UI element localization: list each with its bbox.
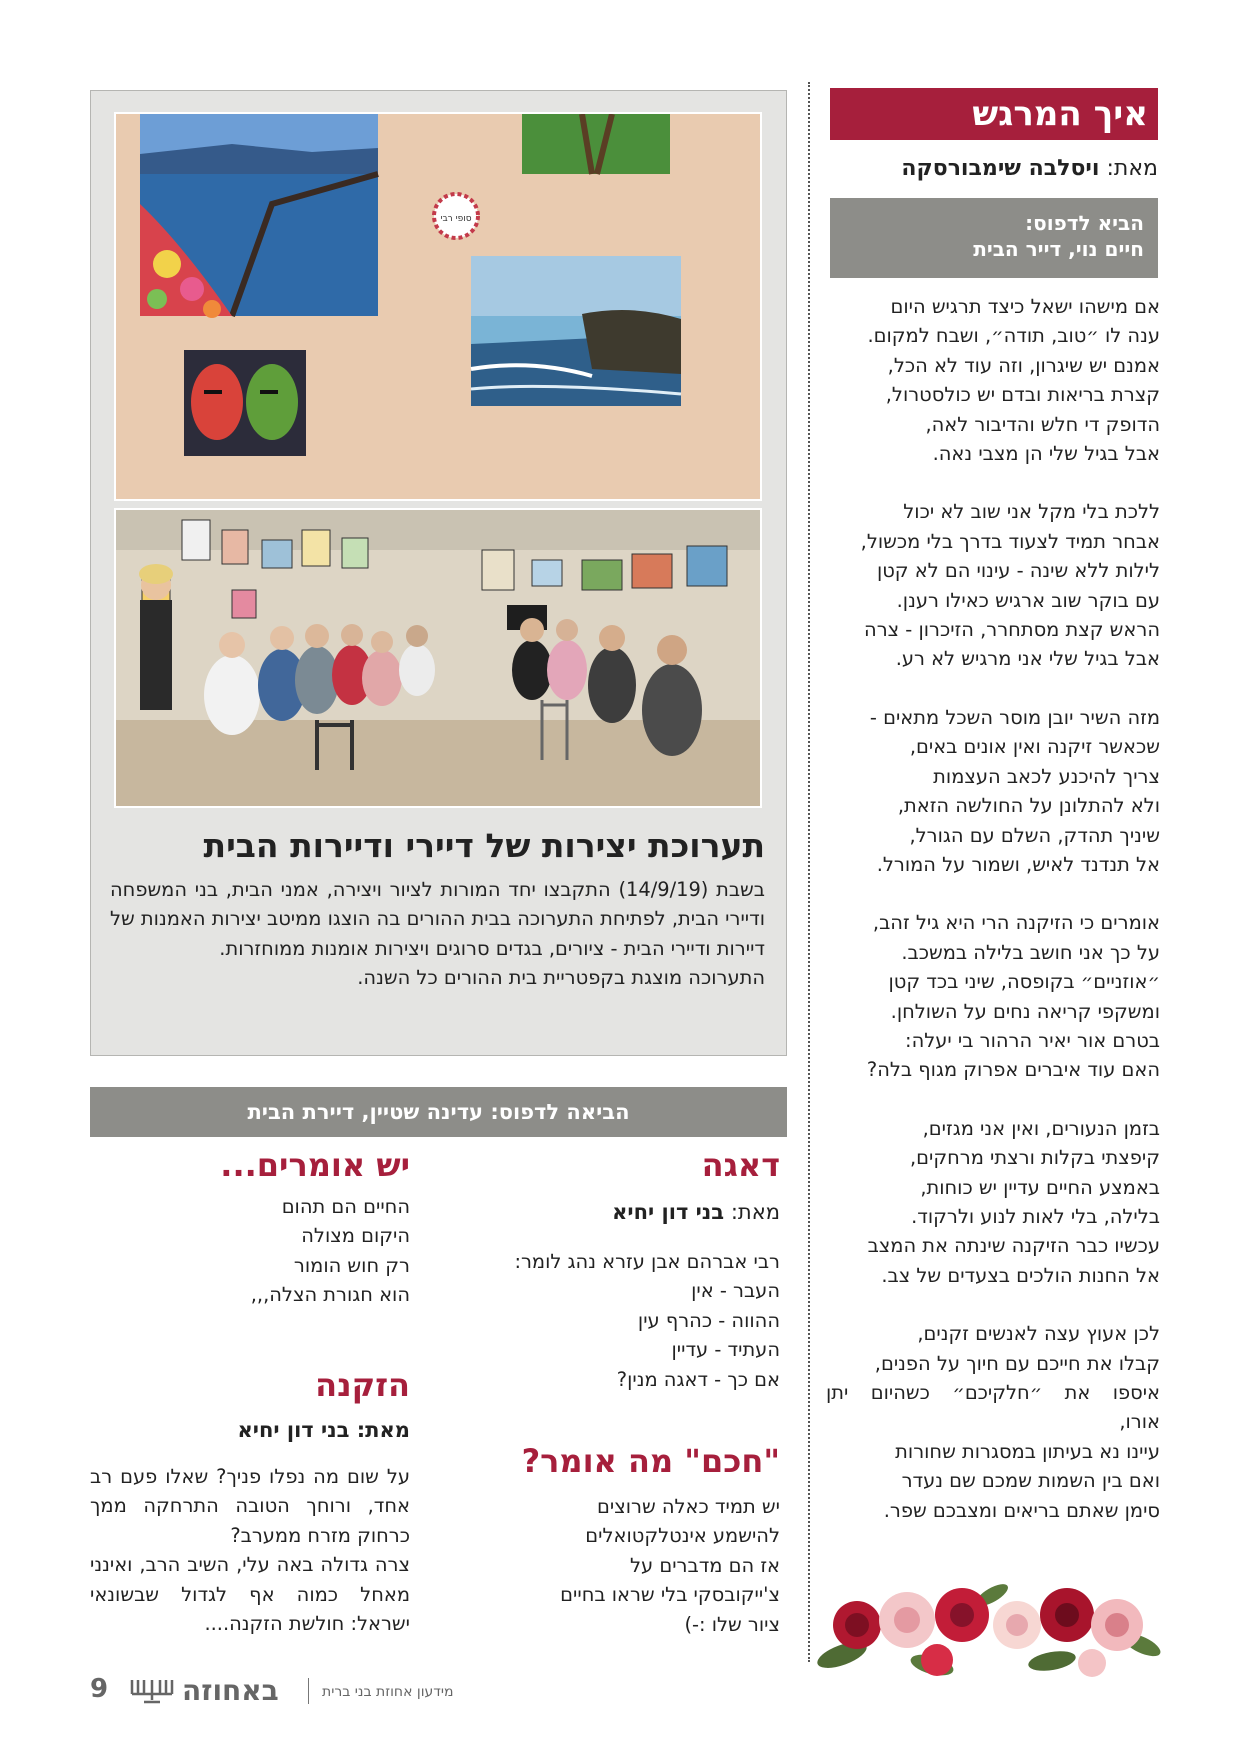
painting-tree-corner <box>522 114 670 174</box>
chacham-line: אז הם מדברים על <box>630 1553 780 1577</box>
painting-faces <box>184 350 306 456</box>
poem-line: הדופק די חלש והדיבור לאה, <box>925 412 1160 436</box>
daga-line: העתיד - עדיין <box>671 1338 780 1362</box>
daga-line: העבר - אין <box>691 1279 780 1303</box>
poem-credit-box <box>830 198 1158 278</box>
poem-line: ומשקפי קריאה נחים על השולחן. <box>890 999 1160 1023</box>
poem-line: ללכת בלי מקל אני שוב לא יכול <box>903 500 1160 524</box>
daga-text <box>440 1247 780 1394</box>
zikna-title: הזקנה <box>315 1366 410 1404</box>
poem-stanza-6 <box>826 1319 1160 1525</box>
poem-line: קיפצתי בקלות ורצתי מרחקים, <box>909 1146 1160 1170</box>
poem-line: שכאשר זיקנה ואין אונים באים, <box>909 735 1160 759</box>
poem-line: בלילה, בלי לאות לנוע ולרקוד. <box>911 1204 1160 1228</box>
chacham-line: צ'ייקובסקי בלי שראו בחיים <box>560 1583 780 1607</box>
poem-byline-prefix: מאת: <box>1106 156 1158 181</box>
omrim-text <box>90 1192 410 1310</box>
daga-line: אם כך - דאגה מנין? <box>616 1367 780 1391</box>
poem-line: האם עוד איברים אפרוק מגוף בלה? <box>866 1058 1160 1082</box>
roses-decoration-image <box>812 1565 1162 1685</box>
zikna-paragraph-2: צרה גדולה באה עלי, השיב הרב, ואינני מאחל כמוה אף לגדול שבשונאי ישראל: חולשת הזקנה.... <box>90 1553 410 1636</box>
omrim-line: רק חוש הומור <box>293 1253 410 1277</box>
lower-credit-bar: הביאה לדפוס: עדינה שטיין, דיירת הבית <box>90 1087 787 1137</box>
poem-line: קבלו את חייכם עם חיוך על הפנים, <box>874 1351 1160 1375</box>
poem-stanza-5 <box>826 1114 1160 1290</box>
poem-line: עיינו נא בעיתון במסגרות שחורות <box>895 1439 1160 1463</box>
daga-line: ההווה - כהרף עין <box>637 1308 780 1332</box>
zikna-paragraph: על שום מה נפלו פניך? שאלו פעם רב אחד, ורוחך הטובה התרחקה ממך כרחוק מזרח ממערב? <box>90 1465 410 1547</box>
poem-byline <box>830 156 1158 181</box>
poem-line: עם בוקר שוב ארגיש כאילו רענן. <box>896 588 1160 612</box>
chacham-line: להישמע אינטלקטואלים <box>585 1524 780 1548</box>
chacham-line: יש תמיד כאלה שרוצים <box>597 1495 780 1518</box>
poem-stanza-3 <box>826 703 1160 879</box>
poem-line: עכשיו כבר הזיקנה שינתה את המצב <box>867 1234 1160 1258</box>
omrim-title: יש אומרים... <box>220 1146 410 1184</box>
footer-brand: באחוזה <box>182 1674 279 1707</box>
paintings-wall-image <box>114 114 760 501</box>
poem-credit-name: חיים נוי, דייר הבית <box>973 237 1144 261</box>
poem-line: ולא להתלונן על החולשה הזאת, <box>897 794 1160 818</box>
poem-line: שיניך תהדק, השלם עם הגורל, <box>909 823 1160 847</box>
daga-author: בני דון יחיא <box>612 1200 725 1224</box>
poem-line: איספו את ״חלקיכם״ כשהיום יתן <box>826 1381 1160 1404</box>
poem-credit-label: הביא לדפוס: <box>1025 211 1144 235</box>
poem-line: אורו, <box>1119 1410 1160 1434</box>
poem-line: לכן אעוץ עצה לאנשים זקנים, <box>917 1322 1160 1346</box>
plate-text: סופי רבי <box>440 214 472 224</box>
poem-line: סימן שאתם בריאים ומצבכם שפר. <box>883 1498 1160 1522</box>
poem-line: ואם בין השמות שמכם שם נעדר <box>901 1469 1160 1493</box>
poem-line: אמנם יש שיגרון, וזה עוד לא הכל, <box>887 353 1160 377</box>
poem-line: ״אוזניים״ בקופסה, שיני בכד קטן <box>888 970 1160 994</box>
menorah-icon <box>128 1678 176 1704</box>
standing-woman <box>139 564 173 710</box>
poem-line: אם מישהו ישאל כיצד תרגיש היום <box>890 295 1160 318</box>
poem-line: בטרם אור יאיר הרהור בי יעלה: <box>905 1028 1160 1052</box>
poem-body <box>826 292 1160 1554</box>
poem-line: בזמן הנעורים, ואין אני מגזים, <box>922 1116 1160 1140</box>
daga-title: דאגה <box>701 1146 780 1184</box>
poem-author: ויסלבה שימבורסקה <box>901 156 1100 181</box>
poem-line: ענה לו ״טוב, תודה״, ושבח למקום. <box>867 324 1160 348</box>
poem-line: אבל בגיל שלי אני מרגיש לא רע. <box>895 647 1160 671</box>
poem-line: אל החנות הולכים בצעדים של צב. <box>881 1263 1160 1287</box>
exhibition-event-photo <box>114 508 762 808</box>
omrim-line: היקום מצולה <box>301 1224 410 1248</box>
omrim-line: החיים הם תהום <box>281 1195 410 1218</box>
exhibition-body <box>110 875 765 993</box>
poem-line: אומרים כי הזיקנה הרי היא גיל זהב, <box>872 911 1160 935</box>
omrim-line: הוא חגורת הצלה,,, <box>250 1283 410 1307</box>
painting-seascape <box>471 256 681 406</box>
daga-byline-prefix: מאת: <box>730 1200 780 1224</box>
exhibition-paragraph: בשבת (14/9/19) התקבצו יחד המורות לציור ויצירה, אמני הבית, בני המשפחה ודיירי הבית, לפתיחת התערוכה בבית ההורים בה הוצגו ממיטב יצירות האמנות של דיירות ודיירי הבית - ציורים, בגדים סרוגים ויצירות אומנות ממוחזרות. <box>110 878 765 960</box>
poem-line: אל תנדנד לאיש, ושמור על המורל. <box>876 852 1160 876</box>
poem-line: הראש קצת מסתחרר, הזיכרון - צרה <box>864 618 1160 642</box>
daga-byline <box>500 1200 780 1224</box>
footer-subtitle: מידעון אחוזת בני ברית <box>322 1684 454 1700</box>
exhibition-paragraph-2: התערוכה מוצגת בקפטריית בית ההורים כל השנה. <box>357 966 765 990</box>
chacham-line: ציור שלו :-) <box>684 1612 780 1636</box>
poem-line: אבחר תמיד לצעוד בדרך בלי מכשול, <box>860 529 1160 553</box>
poem-line: קצרת בריאות ובדם יש כולסטרול, <box>885 383 1160 407</box>
poem-line: באמצע החיים עדיין יש כוחות, <box>920 1175 1160 1199</box>
column-divider <box>808 82 810 1662</box>
painting-balcony-sea <box>140 114 378 318</box>
poem-line: אבל בגיל שלי הן מצבי נאה. <box>932 442 1160 466</box>
poem-stanza-2 <box>826 497 1160 673</box>
chacham-text <box>440 1492 780 1639</box>
poem-stanza-1 <box>826 292 1160 468</box>
footer-separator <box>308 1678 309 1704</box>
poem-title: איך המרגש <box>830 88 1158 140</box>
chacham-title: "חכם" מה אומר? <box>521 1442 780 1480</box>
paintings-photo <box>114 112 762 501</box>
residents-gathering-image <box>114 510 760 808</box>
page-number: 9 <box>90 1674 109 1704</box>
zikna-byline: מאת: בני דון יחיא <box>237 1418 410 1442</box>
page-footer <box>90 1674 490 1708</box>
poem-line: לילות ללא שינה - עינוי הם לא קטן <box>876 559 1160 583</box>
poem-stanza-4 <box>826 908 1160 1084</box>
exhibition-title: תערוכת יצירות של דיירי ודיירות הבית <box>203 826 765 865</box>
zikna-text <box>90 1462 410 1638</box>
daga-line: רבי אברהם אבן עזרא נהג לומר: <box>514 1250 780 1273</box>
poem-line: מזה השיר יובן מוסר השכל מתאים - <box>869 705 1160 729</box>
poem-line: על כך אני חושב בלילה במשכב. <box>901 940 1160 964</box>
poem-line: צריך להיכנע לכאב העצמות <box>933 764 1160 788</box>
